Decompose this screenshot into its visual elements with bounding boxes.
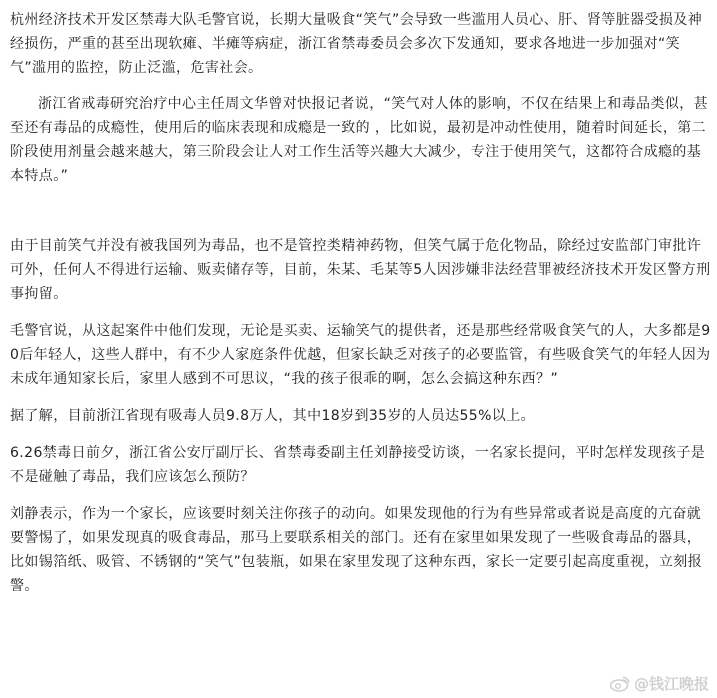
weibo-icon: [610, 675, 630, 692]
watermark-text: @钱江晚报: [633, 675, 709, 693]
paragraph-1: 杭州经济技术开发区禁毒大队毛警官说，长期大量吸食“笑气”会导致一些滥用人员心、肝、肾等脏器受损及神经损伤，严重的甚至出现软瘫、半瘫等病症，浙江省禁毒委员会多次下发通知，要求各地进一步加强对“笑气”滥用的监控，防止泛滥，危害社会。: [10, 12, 703, 76]
paragraph-4: 毛警官说，从这起案件中他们发现，无论是买卖、运输笑气的提供者，还是那些经常吸食笑气的人，大多都是90后年轻人，这些人群中，有不少人家庭条件优越，但家长缺乏对孩子的必要监管，有些吸食笑气的年轻人因为未成年通知家长后，家里人感到不可思议，“我的孩子很乖的啊，怎么会搞这种东西？”: [10, 323, 711, 387]
paragraph-3: 由于目前笑气并没有被我国列为毒品，也不是管控类精神药物，但笑气属于危化物品，除经过安监部门审批许可外，任何人不得进行运输、贩卖储存等，目前，朱某、毛某等5人因涉嫌非法经营罪被经济技术开发区警方刑事拘留。: [10, 238, 711, 302]
paragraph-7: 刘静表示，作为一个家长，应该要时刻关注你孩子的动向。如果发现他的行为有些异常或者说是高度的亢奋就要警惕了，如果发现真的吸食毒品，那马上要联系相关的部门。还有在家里如果发现了一些吸食毒品的器具，比如锡箔纸、吸管、不锈钢的“笑气”包装瓶，如果在家里发现了这种东西，家长一定要引起高度重视，立刻报警。: [10, 506, 703, 594]
watermark: [610, 673, 709, 694]
paragraph-6: 6.26禁毒日前夕，浙江省公安厅副厅长、省禁毒委副主任刘静接受访谈，一名家长提问，平时怎样发现孩子是不是碰触了毒品，我们应该怎么预防？: [10, 445, 706, 485]
article-body: [10, 8, 714, 598]
paragraph-5: 据了解，目前浙江省现有吸毒人员9.8万人，其中18岁到35岁的人员达55%以上。: [10, 408, 536, 424]
paragraph-2: 浙江省戒毒研究治疗中心主任周文华曾对快报记者说，“笑气对人体的影响，不仅在结果上和毒品类似，甚至还有毒品的成瘾性，使用后的临床表现和成瘾是一致的 ，比如说，最初是冲动性使用，随着时间延长，第二阶段使用剂量会越来越大，第三阶段会让人对工作生活等兴趣大大减少，专注于使用笑气，这都符合成瘾的基本特点。”: [10, 96, 709, 184]
